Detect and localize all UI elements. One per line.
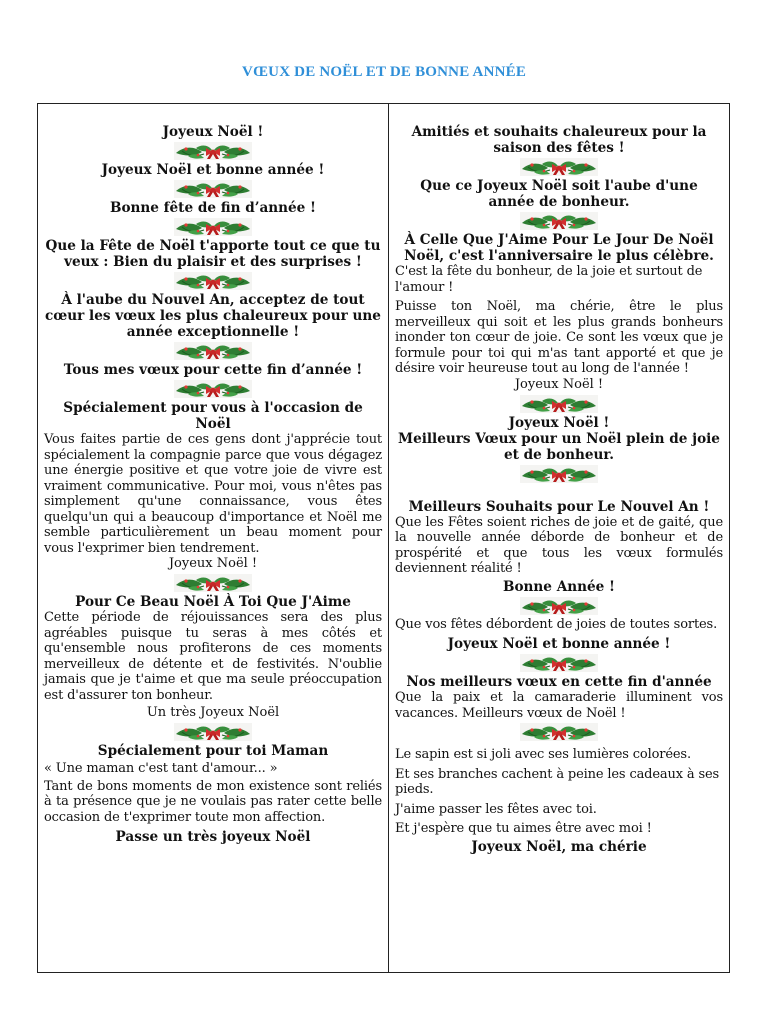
heading-aube-nouvel-an: À l'aube du Nouvel An, acceptez de tout cœur les vœux les plus chaleureux pour une année exceptionnelle ! <box>45 292 381 340</box>
wishes-table <box>37 103 730 973</box>
holly-garland-icon <box>520 395 598 413</box>
paragraph-fetes-debordent: Que vos fêtes débordent de joies de toutes sortes. <box>395 616 718 632</box>
paragraph-bons-moments: Tant de bons moments de mon existence sont reliés à ta présence que je ne voulais pas rater cette belle occasion de t'exprimer toute mon affection. <box>44 778 382 825</box>
paragraph-periode-rejouissances: Cette période de réjouissances sera des plus agréables puisque tu seras à mes côtés et qu'ensemble nous profiterons de ces moments merveilleux de détente et de festivités. N'oublie jamais que je t'aime et que ma seule préoccupation est d'assurer ton bonheur. <box>44 610 382 703</box>
paragraph-vous-faites-partie: Vous faites partie de ces gens dont j'apprécie tout spécialement la compagnie parce que vous dégagez une énergie positive et que votre joie de vivre est vraiment communicative. Pour moi, vous n'êtes pas simplement qu'une connaissance, vous êtes quelqu'un qui a beaucoup d'importance et Noël me semble particulièrement un beau moment pour vous l'exprimer bien tendrement. <box>44 432 382 556</box>
line-joyeux-noel: Joyeux Noël ! <box>168 556 258 571</box>
heading-aube-annee-bonheur: Que ce Joyeux Noël soit l'aube d'une année de bonheur. <box>420 178 698 210</box>
holly-garland-icon <box>520 465 598 483</box>
line-branches-cadeaux: Et ses branches cachent à peine les cadeaux à ses pieds. <box>395 766 720 797</box>
holly-garland-icon <box>174 272 252 290</box>
holly-garland-icon <box>520 158 598 176</box>
heading-joyeux-noel-ma-cherie: Joyeux Noël, ma chérie <box>471 838 647 855</box>
line-un-tres-joyeux-noel: Un très Joyeux Noël <box>146 705 280 720</box>
holly-garland-icon <box>174 380 252 398</box>
holly-garland-icon <box>520 597 598 615</box>
holly-garland-icon <box>520 654 598 672</box>
heading-souhaits-nouvel-an: Meilleurs Souhaits pour Le Nouvel An ! <box>408 498 710 515</box>
heading-joyeux-noel: Joyeux Noël ! <box>162 124 264 140</box>
line-etre-avec-moi: Et j'espère que tu aimes être avec moi ! <box>395 821 652 836</box>
line-passer-les-fetes: J'aime passer les fêtes avec toi. <box>395 801 597 817</box>
holly-garland-icon <box>520 212 598 230</box>
holly-garland-icon <box>174 142 252 160</box>
heading-specialement-pour-vous: Spécialement pour vous à l'occasion de Noël <box>63 400 363 432</box>
paragraph-paix-camaraderie: Que la paix et la camaraderie illuminent vos vacances. Meilleurs vœux de Noël ! <box>395 690 723 721</box>
holly-garland-icon <box>174 180 252 198</box>
paragraph-fete-du-bonheur: C'est la fête du bonheur, de la joie et surtout de l'amour ! <box>395 264 703 295</box>
heading-bonne-fete: Bonne fête de fin d’année ! <box>109 200 317 216</box>
heading-nos-meilleurs-voeux: Nos meilleurs vœux en cette fin d'année <box>406 674 712 690</box>
heading-amities-souhaits: Amitiés et souhaits chaleureux pour la saison des fêtes ! <box>411 124 707 156</box>
line-sapin-joli: Le sapin est si joli avec ses lumières colorées. <box>395 747 691 762</box>
holly-garland-icon <box>174 218 252 236</box>
heading-tous-mes-voeux: Tous mes vœux pour cette fin d’année ! <box>63 362 363 378</box>
heading-joyeux-noel-bonne-annee: Joyeux Noël et bonne année ! <box>101 162 325 178</box>
holly-garland-icon <box>174 574 252 592</box>
heading-fete-de-noel: Que la Fête de Noël t'apporte tout ce que tu veux : Bien du plaisir et des surprises ! <box>45 238 381 270</box>
holly-garland-icon <box>174 342 252 360</box>
heading-anniversaire-celebre: Noël, c'est l'anniversaire le plus célèbre. <box>404 248 714 264</box>
page-title: VŒUX DE NOËL ET DE BONNE ANNÉE <box>241 64 527 80</box>
heading-a-celle-que-jaime: À Celle Que J'Aime Pour Le Jour De Noël <box>404 232 714 248</box>
heading-passe-un-tres-joyeux-noel: Passe un très joyeux Noël <box>115 829 311 845</box>
heading-joyeux-noel-2: Joyeux Noël ! <box>508 414 610 431</box>
holly-garland-icon <box>520 723 598 741</box>
left-column <box>38 104 389 972</box>
heading-pour-toi-maman: Spécialement pour toi Maman <box>97 743 329 759</box>
holly-garland-icon <box>174 723 252 741</box>
right-column <box>389 104 729 972</box>
quote-une-maman: « Une maman c'est tant d'amour... » <box>44 761 278 776</box>
heading-pour-ce-beau-noel: Pour Ce Beau Noël À Toi Que J'Aime <box>75 594 351 610</box>
line-joyeux-noel: Joyeux Noël ! <box>514 376 604 392</box>
heading-meilleurs-voeux-noel: Meilleurs Vœux pour un Noël plein de joie et de bonheur. <box>398 430 720 463</box>
paragraph-fetes-riches: Que les Fêtes soient riches de joie et de gaité, que la nouvelle année déborde de bonheur et de prospérité et que tous les vœux formulés deviennent réalité ! <box>395 514 723 576</box>
paragraph-puisse-ton-noel: Puisse ton Noël, ma chérie, être le plus merveilleux qui soit et les plus grands bonheurs inonder ton cœur de joie. Ce sont les vœux que je formule pour toi qui m'as tant apporté et que je désire voir heureuse tout au long de l'année ! <box>395 299 723 376</box>
heading-joyeux-noel-bonne-annee: Joyeux Noël et bonne année ! <box>447 636 671 652</box>
heading-bonne-annee: Bonne Année ! <box>502 578 616 595</box>
